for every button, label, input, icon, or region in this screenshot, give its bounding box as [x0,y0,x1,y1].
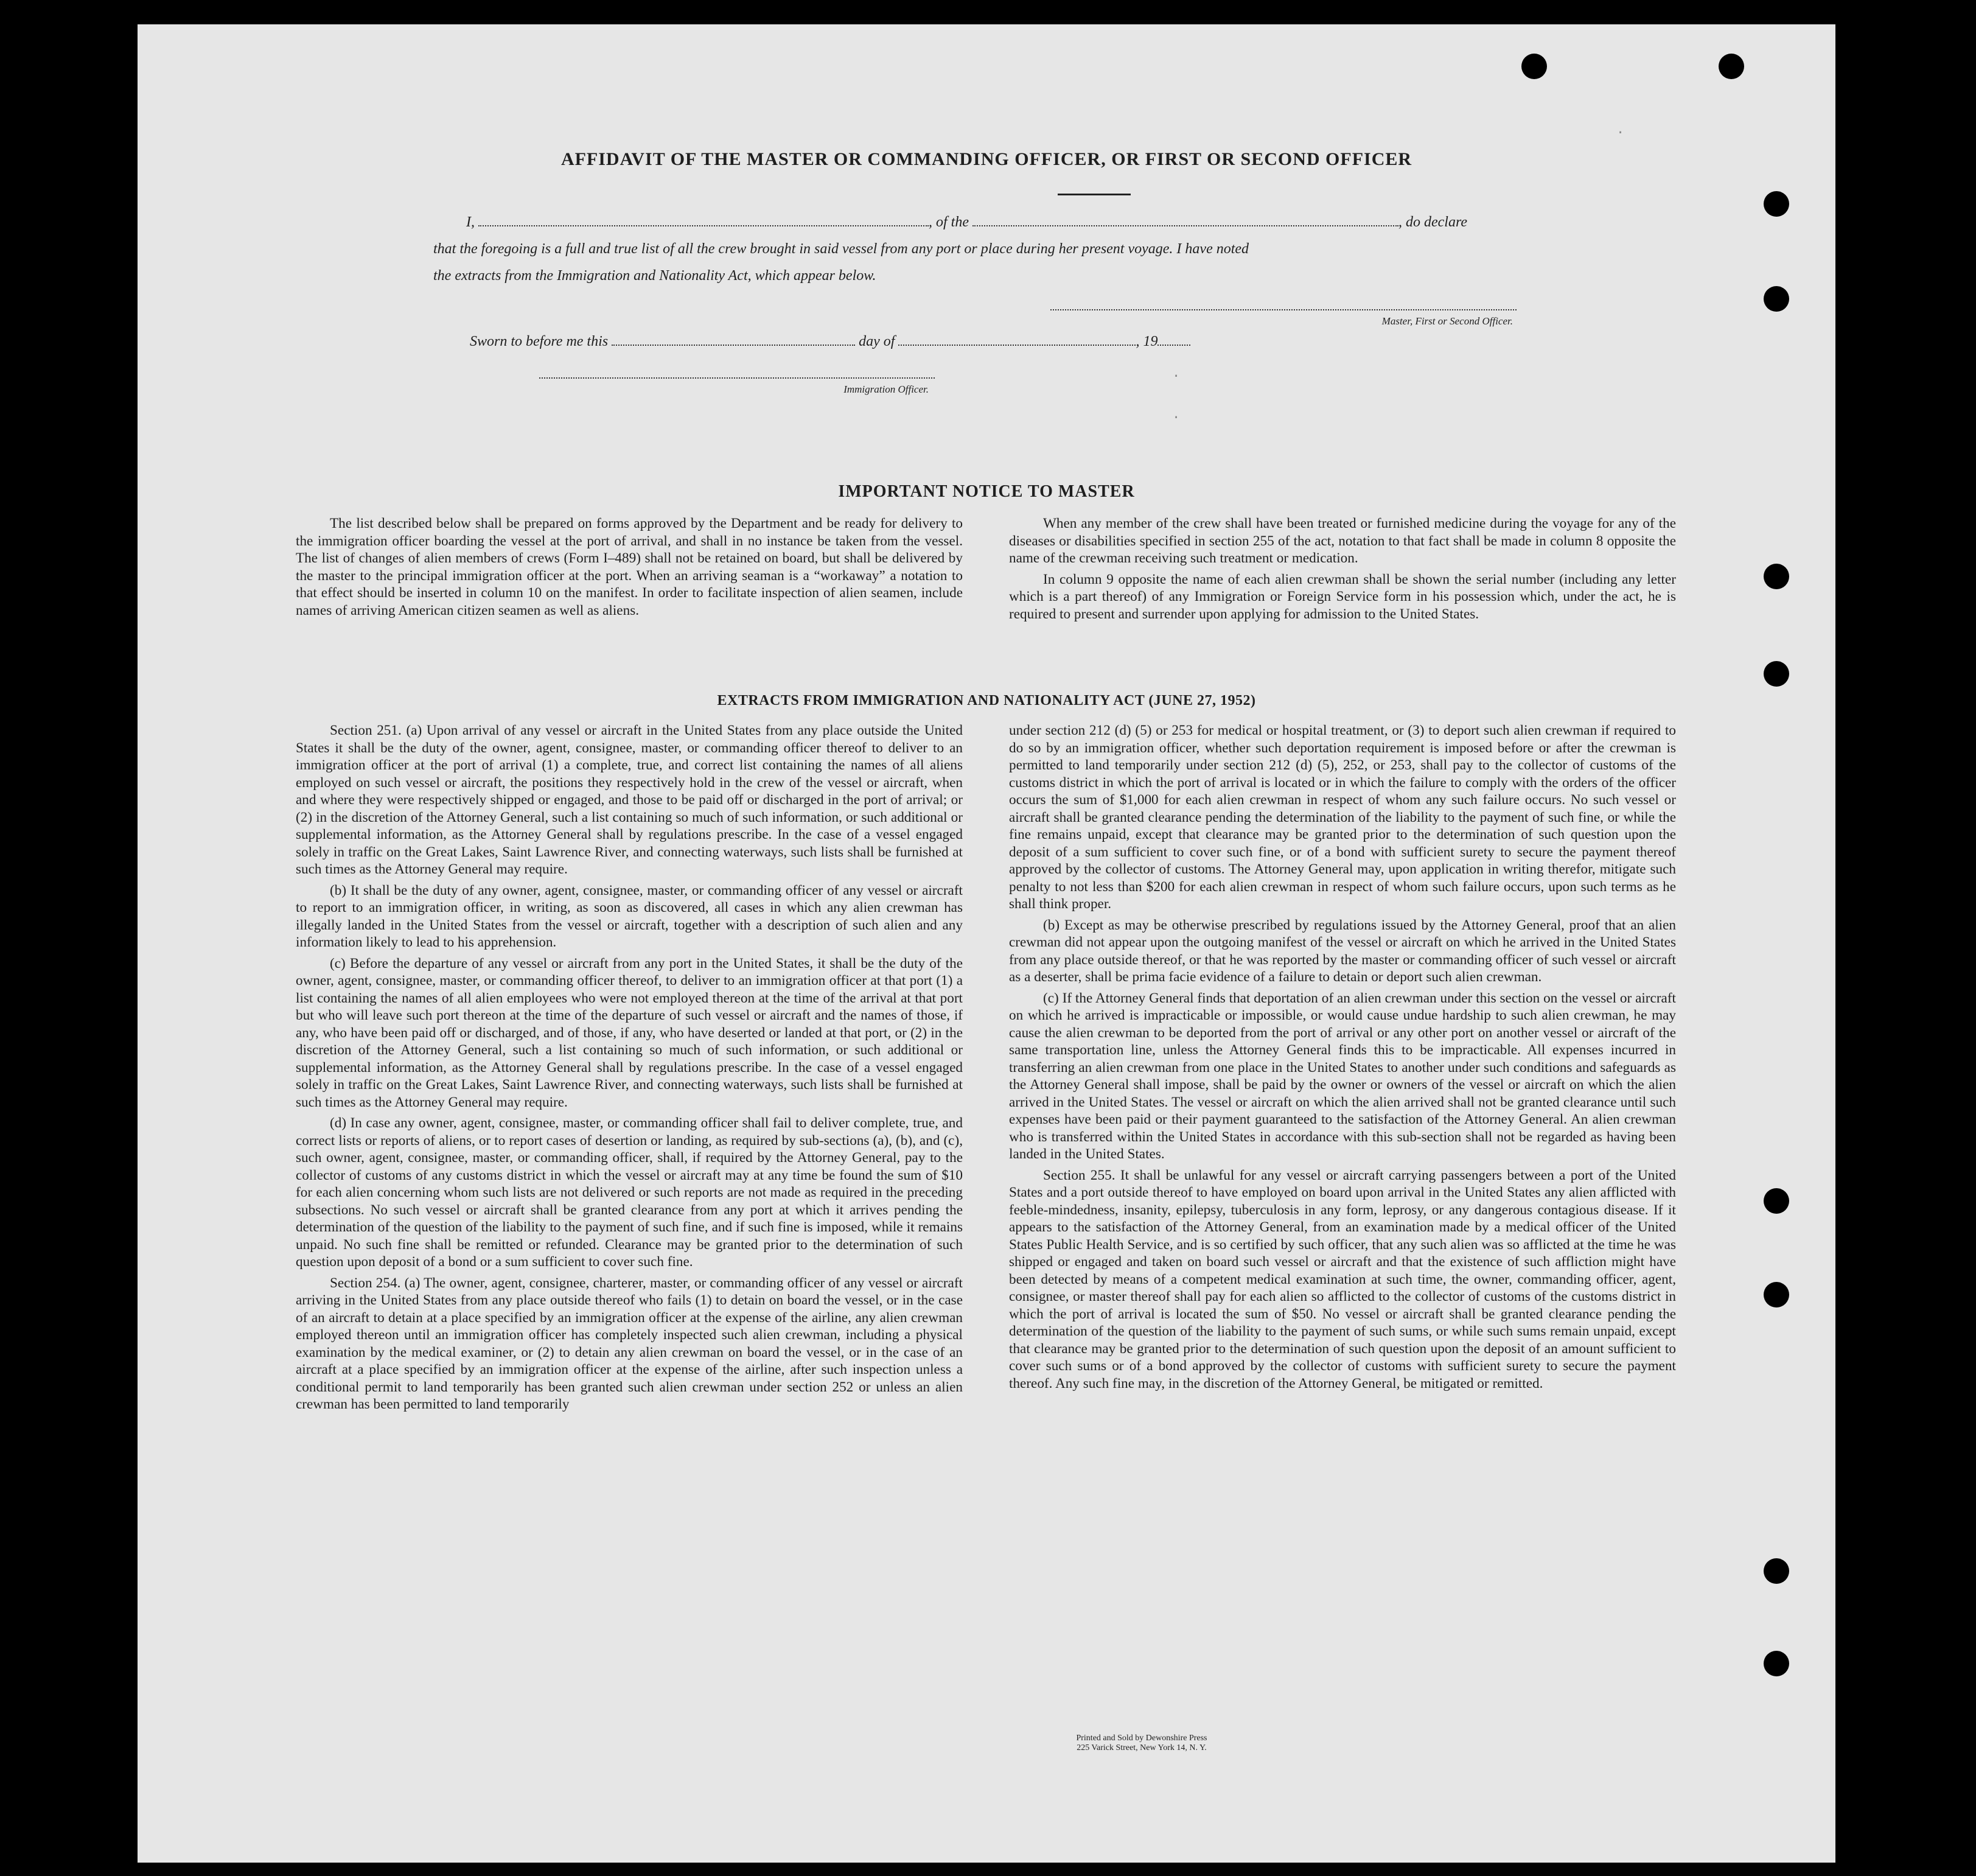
vessel-blank[interactable] [972,214,1398,226]
declaration-line-1 [466,208,1659,236]
binder-hole [1521,54,1547,79]
sworn-year-blank[interactable] [1157,334,1190,346]
notice-left-column [296,515,963,619]
bleed-through-mark: . [1172,365,1181,380]
sworn-prefix: Sworn to before me this [470,334,609,349]
name-blank[interactable] [478,214,929,226]
binder-hole [1764,191,1789,217]
section-251-a: Section 251. (a) Upon arrival of any vessel or aircraft in the United States from any place outside the United States it shall be the duty of the owner, agent, consignee, master, or commanding officer thereof to deliver to an immigration officer at the port of arrival (1) a complete, true, and correct list containing the names of all aliens employed on such vessel or aircraft, the positions they respectively hold in the crew of the vessel or aircraft, when and where they were respectively shipped or engaged, and those to be paid off or discharged in the port of arrival; or (2) in the discretion of the Attorney General, such a list containing so much of such information, or such additional or supplemental information, as the Attorney General shall by regulations prescribe. In the case of a vessel engaged solely in traffic on the Great Lakes, Saint Lawrence River, and connecting waterways, such lists shall be furnished at such times as the Attorney General may require. [296,723,963,877]
sworn-month-blank[interactable] [898,334,1136,346]
binder-hole [1764,661,1789,687]
extracts-title: EXTRACTS FROM IMMIGRATION AND NATIONALITY ACT (JUNE 27, 1952) [717,693,1256,709]
binder-hole [1764,286,1789,312]
section-251-b: (b) It shall be the duty of any owner, agent, consignee, master, or commanding officer of any vessel or aircraft to report to an immigration officer, in writing, as soon as discovered, all cases in which any alien crewman has illegally landed in the United States from the vessel or aircraft, together with a description of such alien and any information likely to lead to his apprehension. [296,882,963,950]
declaration-do-declare: , do declare [1398,214,1468,230]
sworn-line [470,327,1565,355]
title-underline [1058,194,1131,195]
declaration-line-2: that the foregoing is a full and true list of all the crew brought in said vessel from any port or place during her present voyage. I have noted [433,241,1249,257]
printer-imprint [1032,1734,1251,1753]
section-251-d: (d) In case any owner, agent, consignee, master, or commanding officer shall fail to deliver complete, true, and correct lists or reports of aliens, or to report cases of desertion or landing, as required by sub-sections (a), (b), and (c), such owner, agent, consignee, master, or commanding officer, shall, if required by the Attorney General, pay to the collector of customs of any customs district in which the vessel or aircraft may at any time be found the sum of $10 for each alien concerning whom such lists are not delivered or such reports are not made as required in the preceding subsections. No such vessel or aircraft shall be granted clearance from any port at which it arrives pending the determination of the question of the liability to the payment of such fine, and if such fine is imposed, while it remains unpaid. No such fine shall be remitted or refunded. Clearance may be granted prior to the determination of such question upon deposit of a bond or a sum sufficient to cover such fine. [296,1115,963,1270]
printer-line-1: Printed and Sold by Dewonshire Press [1076,1734,1207,1743]
binder-hole [1764,1188,1789,1214]
binder-hole [1764,1558,1789,1584]
declaration-i: I, [466,214,475,230]
section-254-a-continued: under section 212 (d) (5) or 253 for medical or hospital treatment, or (3) to deport such alien crewman if required to do so by an immigration officer, whether such deportation requirement is imposed before or after the crewman is permitted to land temporarily under section 212 (d) (5), 252, or 253, shall pay to the collector of customs of the customs district in which the port of arrival is located or in which the failure to comply with the orders of the officer occurs the sum of $1,000 for each alien crewman in respect of whom any such failure occurs. No such vessel or aircraft shall be granted clearance pending the determination of the liability to the payment of such fine, or while the fine remains unpaid, except that clearance may be granted prior to the determination of such question upon the deposit of a sum sufficient to cover such fine, or of a bond with sufficient surety to secure the payment thereof approved by the collector of customs. The Attorney General may, upon application in writing therefor, mitigate such penalty to not less than $200 for each alien crewman in respect of whom such failure occurs, upon such terms as he shall think proper. [1009,723,1676,912]
sworn-day-of: day of [859,334,895,349]
sworn-day-blank[interactable] [612,334,855,346]
bleed-through-mark: . [1616,122,1625,137]
affidavit-title: AFFIDAVIT OF THE MASTER OR COMMANDING OFFICER, OR FIRST OR SECOND OFFICER [560,149,1412,169]
officer-signature-line[interactable] [539,377,935,379]
section-254-c: (c) If the Attorney General finds that deportation of an alien crewman under this section on the vessel or aircraft on which he arrived is impracticable or impossible, or would cause undue hardship to such alien crewman, he may cause the alien crewman to be deported from the port of arrival or any other port on another vessel or aircraft of the same transportation line, unless the Attorney General finds this to be impracticable. All expenses incurred in transferring an alien crewman from one place in the United States to another under such conditions and safeguards as the Attorney General shall impose, shall be paid by the owner or owners of the vessel or aircraft on which the alien arrived in the United States. The vessel or aircraft on which the alien arrived shall not be granted clearance until such expenses have been paid or their payment guaranteed to the satisfaction of the Attorney General. An alien crewman who is transferred within the United States in accordance with this sub-section shall not be regarded as having been landed in the United States. [1009,990,1676,1162]
notice-right-paragraph-1: When any member of the crew shall have been treated or furnished medicine during the voyage for any of the diseases or disabilities specified in section 255 of the act, notation to that fact shall be made in column 8 opposite the name of the crewman receiving such treatment or medication. [1009,516,1676,566]
binder-hole [1764,564,1789,589]
section-254-a: Section 254. (a) The owner, agent, consignee, charterer, master, or commanding officer of any vessel or aircraft arriving in the United States from any place outside thereof who fails (1) to detain on board the vessel, or in the case of an aircraft to detain at a place specified by an immigration officer at the expense of the airline, any alien crewman employed thereon until an immigration officer has completely inspected such alien crewman, including a physical examination by the medical examiner, or (2) to detain any alien crewman on board the vessel, or in the case of an aircraft at a place specified by an immigration officer at the expense of the airline, after such inspection unless a conditional permit to land temporarily has been granted such alien crewman under section 252 or unless an alien crewman has been permitted to land temporarily [296,1275,963,1412]
binder-hole [1764,1282,1789,1307]
printer-line-2: 225 Varick Street, New York 14, N. Y. [1077,1743,1207,1752]
sworn-year: , 19 [1136,334,1158,349]
binder-hole [1719,54,1744,79]
master-signature-line[interactable] [1050,309,1517,310]
notice-left-paragraph: The list described below shall be prepared on forms approved by the Department and be ready for delivery to the immigration officer boarding the vessel at the port of arrival, and shall in no instance be taken from the vessel. The list of changes of alien members of crews (Form I–489) shall not be retained on board, but shall be delivered by the master to the principal immigration officer at the port. When an arriving seaman is a “workaway” a notation to that effect should be inserted in column 10 on the manifest. In order to facilitate inspection of alien seamen, include names of arriving American citizen seamen as well as aliens. [296,516,963,618]
binder-hole [1764,1651,1789,1676]
master-caption: Master, First or Second Officer. [1381,315,1513,327]
extracts-left-column [296,722,963,1413]
document-page [138,24,1835,1863]
officer-caption: Immigration Officer. [843,383,929,395]
bleed-through-mark: . [1172,407,1181,422]
declaration-line-3: the extracts from the Immigration and Nationality Act, which appear below. [433,268,876,284]
section-255: Section 255. It shall be unlawful for any vessel or aircraft carrying passengers between a port of the United States and a port outside thereof to have employed on board upon arrival in the United States any alien afflicted with feeble-mindedness, insanity, epilepsy, tuberculosis in any form, leprosy, or any dangerous contagious disease. If it appears to the satisfaction of the Attorney General, from an examination made by a medical officer of the United States Public Health Service, and is so certified by such officer, that any such alien was so afflicted at the time he was shipped or engaged and taken on board such vessel or aircraft and that the existence of such affliction might have been detected by means of a competent medical examination at such time, the owner, commanding officer, agent, consignee, or master thereof shall pay for each alien so afflicted to the collector of customs of the customs district in which the port of arrival is located the sum of $50. No vessel or aircraft shall be granted clearance pending the determination of the question of the liability to the payment of such sums, or while such sums remain unpaid, except that clearance may be granted prior to the determination of such question upon the deposit of an amount sufficient to cover such sums or of a bond approved by the collector of customs with sufficient surety to secure the payment thereof. Any such fine may, in the discretion of the Attorney General, be mitigated or remitted. [1009,1167,1676,1391]
notice-right-column [1009,515,1676,623]
extracts-right-column [1009,722,1676,1392]
section-254-b: (b) Except as may be otherwise prescribed by regulations issued by the Attorney General, proof that an alien crewman did not appear upon the outgoing manifest of the vessel or aircraft on which he arrived in the United States from any place outside thereof, or that he was reported by the master or commanding officer of such vessel or aircraft as a deserter, shall be prima facie evidence of a failure to detain or deport such alien crewman. [1009,917,1676,985]
declaration-of-the: , of the [929,214,969,230]
notice-title: IMPORTANT NOTICE TO MASTER [838,482,1135,501]
section-251-c: (c) Before the departure of any vessel or aircraft from any port in the United States, it shall be the duty of the owner, agent, consignee, master, or commanding officer thereof, to deliver to an immigration officer at that port (1) a list containing the names of all alien employees who were not employed thereon at the time of the arrival at that port but who will leave such port thereon at the time of the departure of such vessel or aircraft and the names of those, if any, who have been paid off or discharged, and of those, if any, who have deserted or landed at that port, or (2) in the discretion of the Attorney General, such a list containing so much of such information, or such additional or supplemental information, as the Attorney General shall by regulations prescribe. In the case of a vessel engaged solely in traffic on the Great Lakes, Saint Lawrence River, and connecting waterways, such lists shall be furnished at such times as the Attorney General may require. [296,955,963,1110]
notice-right-paragraph-2: In column 9 opposite the name of each alien crewman shall be shown the serial number (including any letter which is a part thereof) of any Immigration or Foreign Service form in his possession which, under the act, he is required to present and surrender upon applying for admission to the United States. [1009,571,1676,622]
